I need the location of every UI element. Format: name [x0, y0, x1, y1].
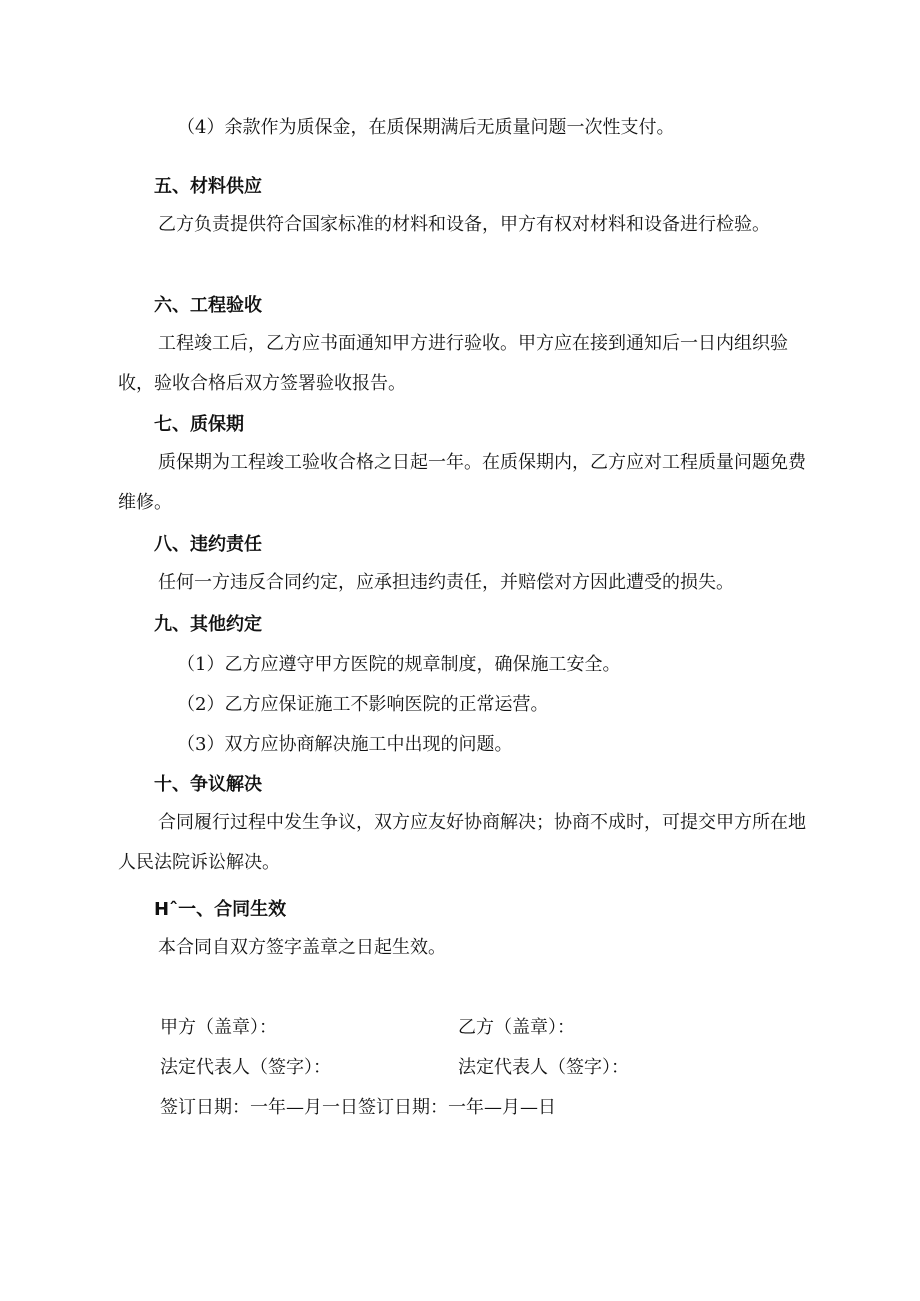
other-item-1: （1）乙方应遵守甲方医院的规章制度，确保施工安全。	[177, 654, 621, 675]
party-b-representative-label: 法定代表人（签字）：	[458, 1057, 629, 1078]
other-item-3: （3）双方应协商解决施工中出现的问题。	[177, 734, 513, 755]
section-body-effect: 本合同自双方签字盖章之日起生效。	[158, 937, 446, 958]
section-body-dispute: 合同履行过程中发生争议，双方应友好协商解决；协商不成时，可提交甲方所在地人民法院诉讼解决。	[118, 812, 806, 873]
section-body-liability: 任何一方违反合同约定，应承担违约责任，并赔偿对方因此遭受的损失。	[158, 572, 734, 593]
party-a-representative-label: 法定代表人（签字）：	[160, 1057, 331, 1078]
section-heading-materials: 五、材料供应	[154, 176, 262, 197]
section-body-acceptance: 工程竣工后，乙方应书面通知甲方进行验收。甲方应在接到通知后一日内组织验收，验收合格后双方签署验收报告。	[118, 333, 788, 394]
section-heading-liability: 八、违约责任	[154, 534, 262, 555]
section-heading-dispute: 十、争议解决	[154, 774, 262, 795]
section-heading-effect: Hˆ一、合同生效	[154, 899, 287, 920]
section-body-materials: 乙方负责提供符合国家标准的材料和设备，甲方有权对材料和设备进行检验。	[158, 214, 770, 235]
payment-clause-4: （4）余款作为质保金，在质保期满后无质量问题一次性支付。	[177, 117, 675, 138]
other-item-2: （2）乙方应保证施工不影响医院的正常运营。	[177, 694, 549, 715]
signing-dates-line: 签订日期：一年—月一日签订日期：一年—月—日	[160, 1097, 556, 1118]
party-b-seal-label: 乙方（盖章）：	[458, 1017, 575, 1038]
section-heading-acceptance: 六、工程验收	[154, 295, 262, 316]
section-heading-other: 九、其他约定	[154, 614, 262, 635]
section-body-warranty: 质保期为工程竣工验收合格之日起一年。在质保期内，乙方应对工程质量问题免费维修。	[118, 452, 806, 513]
party-a-seal-label: 甲方（盖章）：	[160, 1017, 277, 1038]
section-heading-warranty: 七、质保期	[154, 414, 244, 435]
